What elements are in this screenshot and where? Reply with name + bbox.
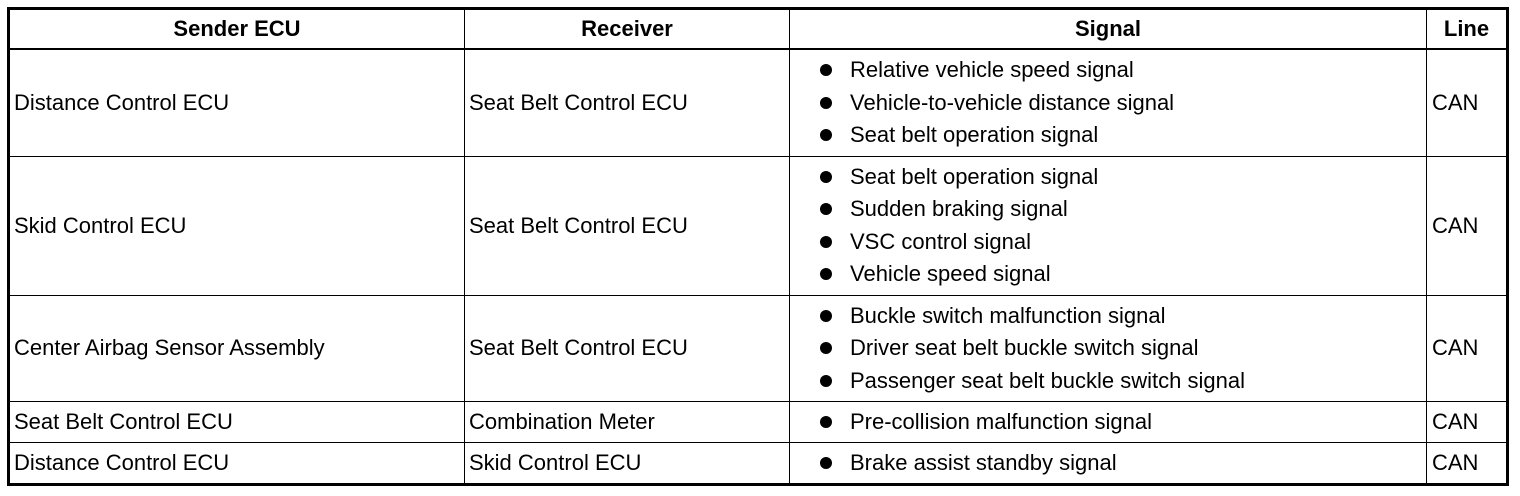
line-cell: CAN	[1427, 443, 1508, 485]
signal-item	[818, 300, 1426, 333]
signal-text: Seat belt operation signal	[850, 122, 1099, 147]
line-cell: CAN	[1427, 402, 1508, 443]
signal-text: Seat belt operation signal	[850, 163, 1099, 189]
table-row	[9, 49, 1508, 156]
signal-table	[7, 7, 1509, 486]
signal-item	[818, 406, 1426, 439]
signal-item	[818, 332, 1426, 365]
header-receiver: Receiver	[465, 9, 790, 50]
receiver-cell: Skid Control ECU	[465, 443, 790, 485]
bullet-icon	[820, 268, 832, 280]
signal-list	[794, 157, 1426, 295]
receiver-cell: Seat Belt Control ECU	[465, 295, 790, 402]
bullet-icon	[820, 203, 832, 215]
signal-cell	[790, 49, 1427, 156]
signal-text: Driver seat belt buckle switch signal	[850, 335, 1199, 360]
bullet-icon	[820, 416, 832, 428]
signal-item	[818, 119, 1426, 152]
signal-item	[818, 87, 1426, 120]
signal-text: VSC control signal	[850, 228, 1031, 254]
header-signal: Signal	[790, 9, 1427, 50]
signal-text: Vehicle speed signal	[850, 261, 1051, 286]
signal-list	[794, 296, 1426, 402]
signal-text: Relative vehicle speed signal	[850, 57, 1134, 82]
table-row	[9, 402, 1508, 443]
signal-item	[818, 226, 1426, 259]
signal-item	[818, 447, 1426, 480]
signal-cell	[790, 156, 1427, 295]
line-cell: CAN	[1427, 49, 1508, 156]
table-row	[9, 443, 1508, 485]
bullet-icon	[820, 171, 832, 183]
signal-text: Passenger seat belt buckle switch signal	[850, 367, 1245, 393]
table-row	[9, 295, 1508, 402]
bullet-icon	[820, 129, 832, 141]
signal-item	[818, 161, 1426, 194]
header-row	[9, 9, 1508, 50]
signal-text: Buckle switch malfunction signal	[850, 302, 1166, 328]
sender-cell: Distance Control ECU	[9, 49, 465, 156]
sender-cell: Distance Control ECU	[9, 443, 465, 485]
bullet-icon	[820, 342, 832, 354]
receiver-cell: Combination Meter	[465, 402, 790, 443]
bullet-icon	[820, 97, 832, 109]
header-sender-ecu: Sender ECU	[9, 9, 465, 50]
bullet-icon	[820, 375, 832, 387]
sender-cell: Seat Belt Control ECU	[9, 402, 465, 443]
sender-cell: Center Airbag Sensor Assembly	[9, 295, 465, 402]
signal-item	[818, 54, 1426, 87]
signal-text: Pre-collision malfunction signal	[850, 408, 1153, 434]
signal-text: Vehicle-to-vehicle distance signal	[850, 89, 1175, 115]
signal-list	[794, 445, 1426, 482]
signal-item	[818, 258, 1426, 291]
signal-item	[818, 365, 1426, 398]
bullet-icon	[820, 64, 832, 76]
signal-list	[794, 50, 1426, 156]
bullet-icon	[820, 310, 832, 322]
header-line: Line	[1427, 9, 1508, 50]
signal-cell	[790, 295, 1427, 402]
receiver-cell: Seat Belt Control ECU	[465, 49, 790, 156]
bullet-icon	[820, 236, 832, 248]
signal-item	[818, 193, 1426, 226]
signal-list	[794, 404, 1426, 441]
receiver-cell: Seat Belt Control ECU	[465, 156, 790, 295]
line-cell: CAN	[1427, 156, 1508, 295]
sender-cell: Skid Control ECU	[9, 156, 465, 295]
bullet-icon	[820, 457, 832, 469]
signal-text: Sudden braking signal	[850, 196, 1068, 221]
signal-text: Brake assist standby signal	[850, 449, 1117, 475]
table-row	[9, 156, 1508, 295]
line-cell: CAN	[1427, 295, 1508, 402]
signal-cell	[790, 402, 1427, 443]
signal-cell	[790, 443, 1427, 485]
